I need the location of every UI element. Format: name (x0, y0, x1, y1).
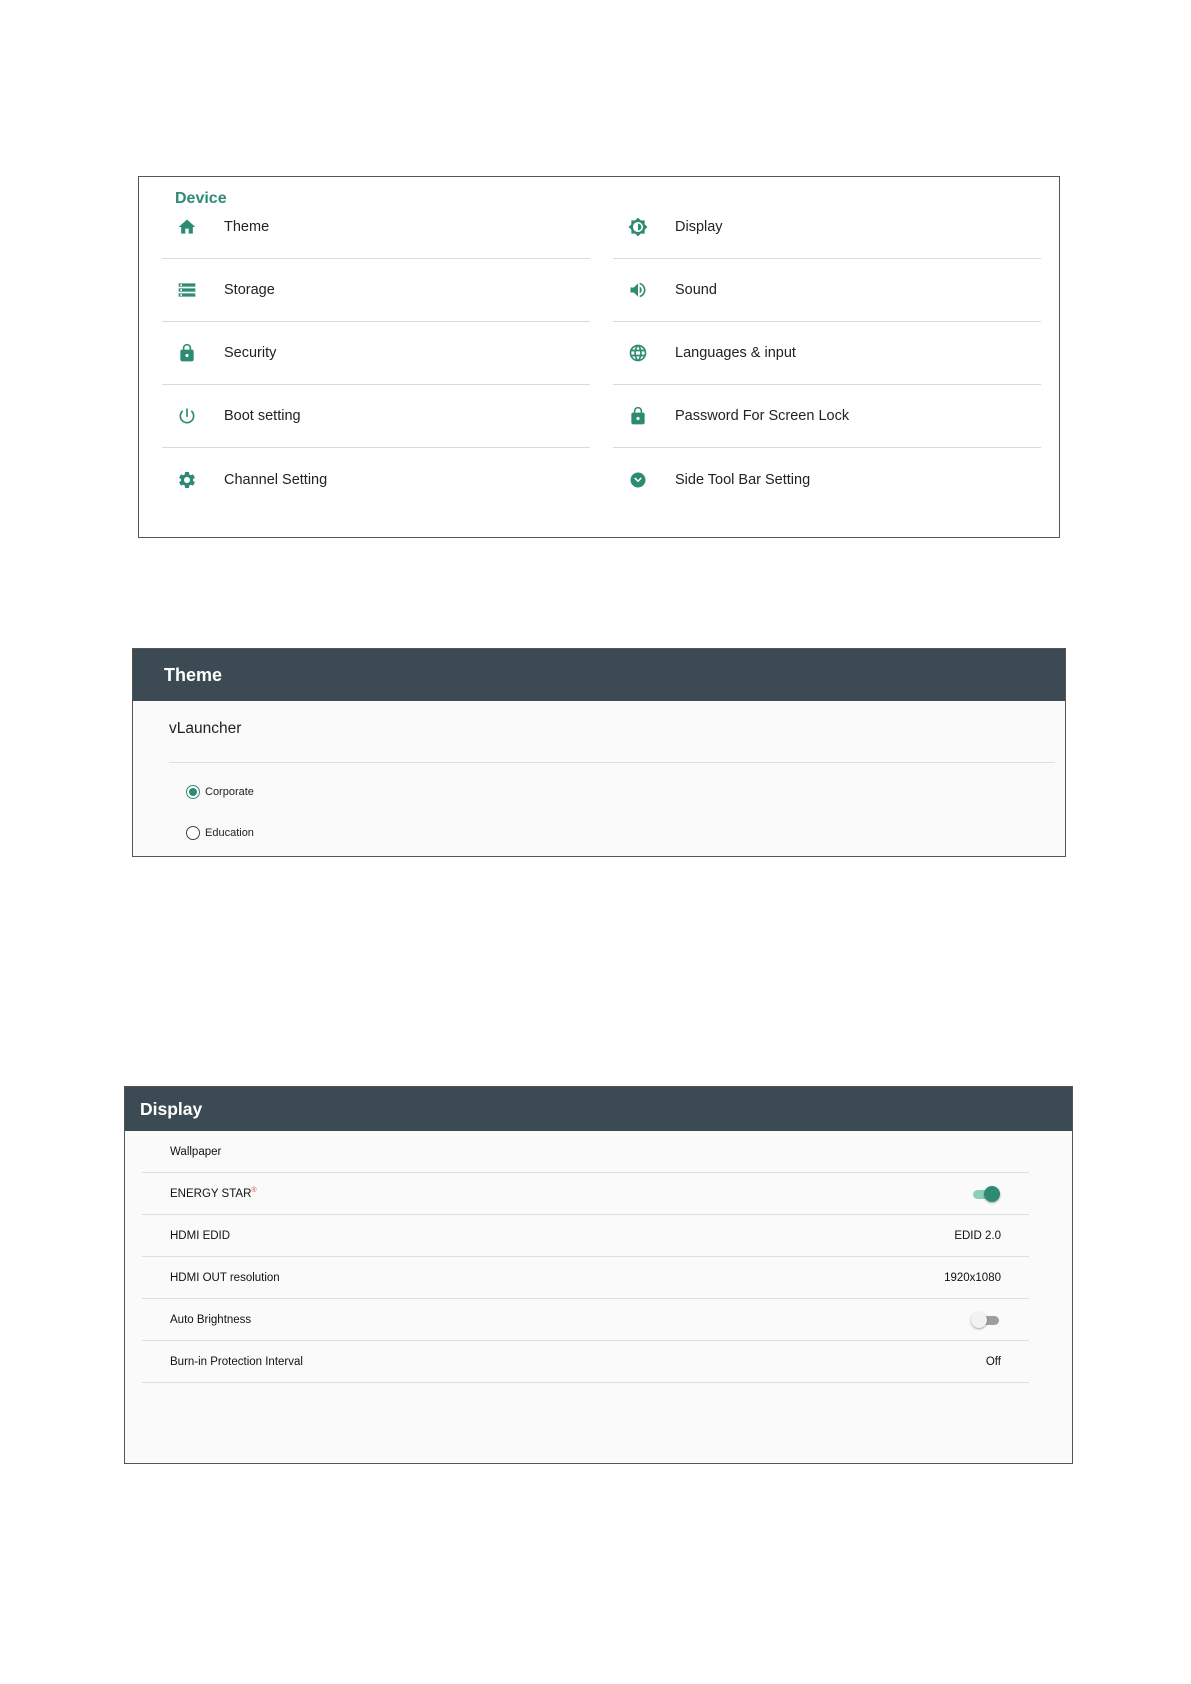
divider (169, 762, 1055, 763)
row-label: Auto Brightness (170, 1313, 252, 1326)
row-label: ENERGY STAR® (170, 1187, 257, 1200)
home-icon (176, 216, 198, 238)
theme-panel (132, 648, 1066, 857)
device-item-label: Storage (224, 282, 275, 298)
theme-title: Theme (164, 664, 223, 685)
device-item-languages-input[interactable] (613, 322, 1041, 385)
display-row-auto-brightness[interactable] (142, 1299, 1029, 1341)
toggle-thumb (984, 1186, 1000, 1202)
device-item-label: Security (224, 345, 277, 361)
gear-icon (176, 469, 198, 491)
device-item-label: Boot setting (224, 408, 301, 424)
energy-star-toggle[interactable] (971, 1186, 1001, 1202)
radio-option-corporate[interactable] (186, 785, 254, 799)
power-icon (176, 405, 198, 427)
theme-header (133, 649, 1065, 701)
device-item-display[interactable] (613, 196, 1041, 259)
display-title: Display (140, 1098, 203, 1119)
device-item-channel-setting[interactable] (162, 448, 590, 511)
display-row-hdmi-edid[interactable] (142, 1215, 1029, 1257)
display-panel (124, 1086, 1073, 1464)
device-item-label: Sound (675, 282, 717, 298)
speaker-icon (627, 279, 649, 301)
display-row-energy-star[interactable] (142, 1173, 1029, 1215)
globe-icon (627, 342, 649, 364)
display-row-hdmi-out-resolution[interactable] (142, 1257, 1029, 1299)
radio-label: Corporate (205, 786, 254, 798)
registered-mark: ® (251, 1187, 257, 1195)
row-value: EDID 2.0 (954, 1229, 1001, 1242)
row-label: HDMI EDID (170, 1229, 231, 1242)
display-header (125, 1087, 1072, 1131)
device-item-storage[interactable] (162, 259, 590, 322)
device-item-label: Languages & input (675, 345, 796, 361)
device-item-sound[interactable] (613, 259, 1041, 322)
launcher-subtitle: vLauncher (169, 720, 242, 737)
toggle-thumb (971, 1312, 987, 1328)
row-value: Off (985, 1355, 1001, 1368)
device-item-theme[interactable] (162, 196, 590, 259)
display-row-burn-in-protection[interactable] (142, 1341, 1029, 1383)
device-section-title: Device (175, 190, 227, 207)
device-settings-panel (138, 176, 1060, 538)
storage-icon (176, 279, 198, 301)
device-item-side-tool-bar-setting[interactable] (613, 448, 1041, 511)
lock-icon (176, 342, 198, 364)
row-label: HDMI OUT resolution (170, 1271, 280, 1284)
device-item-label: Channel Setting (224, 471, 328, 488)
radio-button-selected[interactable] (186, 785, 200, 799)
device-item-password-screen-lock[interactable] (613, 385, 1041, 448)
radio-label: Education (205, 827, 254, 839)
lock-icon (627, 405, 649, 427)
row-value: 1920x1080 (944, 1271, 1001, 1284)
radio-option-education[interactable] (186, 826, 254, 840)
device-item-label: Password For Screen Lock (675, 408, 850, 424)
brightness-icon (627, 216, 649, 238)
device-item-label: Display (675, 219, 723, 235)
device-item-label: Side Tool Bar Setting (675, 471, 811, 488)
device-item-boot-setting[interactable] (162, 385, 590, 448)
device-item-label: Theme (224, 219, 270, 235)
display-row-wallpaper[interactable] (142, 1131, 1029, 1173)
chevron-circle-icon (627, 469, 649, 491)
device-item-security[interactable] (162, 322, 590, 385)
radio-button[interactable] (186, 826, 200, 840)
auto-brightness-toggle[interactable] (971, 1312, 1001, 1328)
row-label: Wallpaper (170, 1145, 222, 1158)
row-label: Burn-in Protection Interval (170, 1355, 303, 1368)
